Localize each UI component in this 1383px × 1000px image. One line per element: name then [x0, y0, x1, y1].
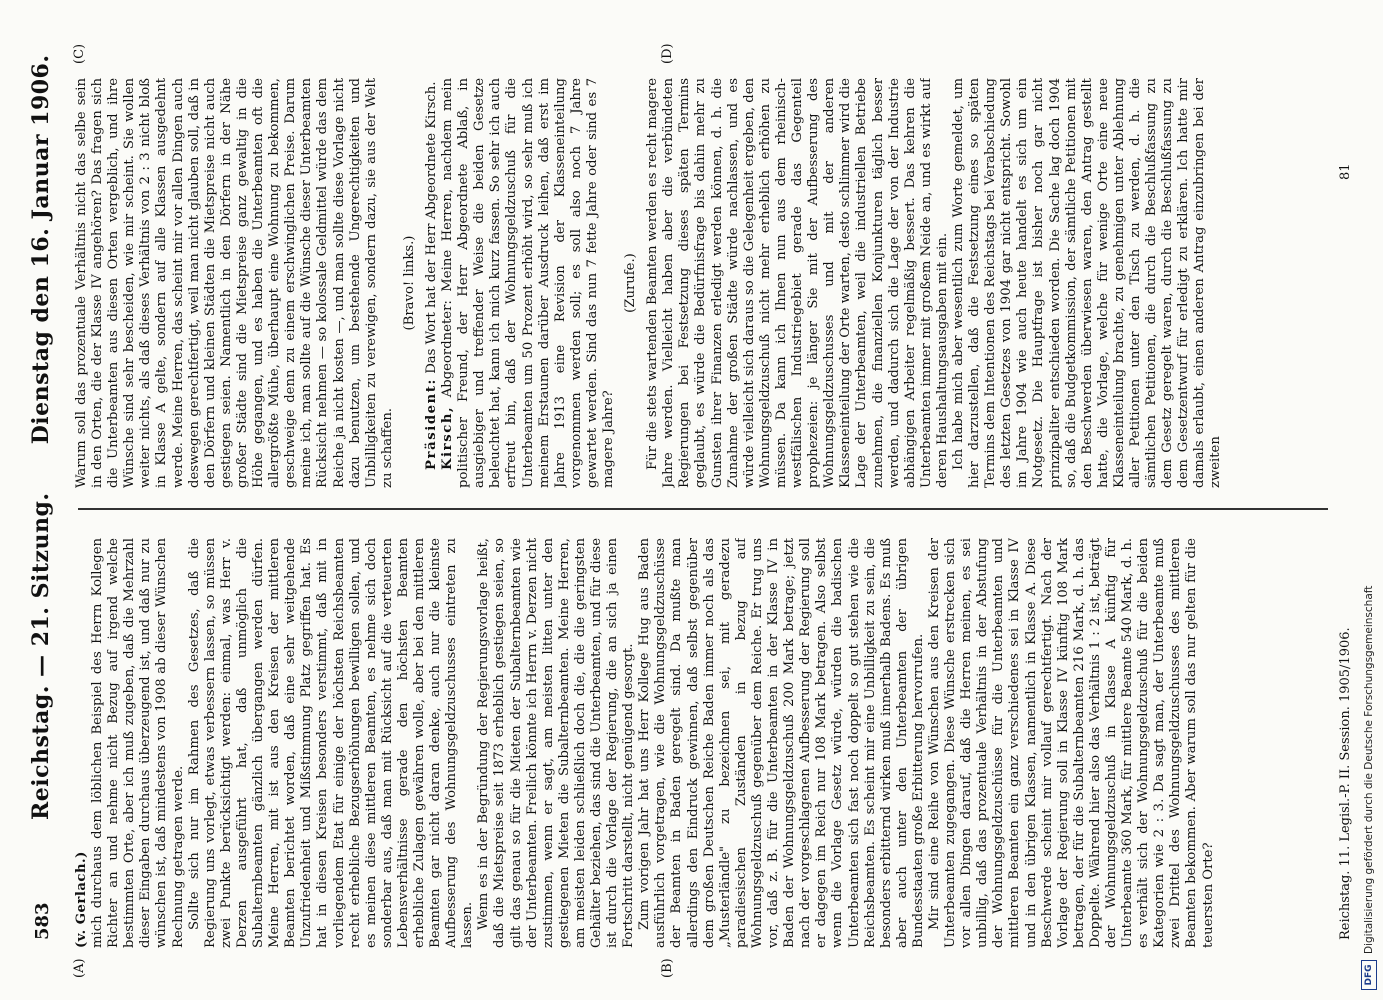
paragraph: Ich habe mich aber wesentlich zum Worte gemeldet, um hier darzustellen, daß die Festsetzung eines so späten Termins dem Intentionen des Reichstags bei Verabschiedung des letzten Gesetzes von 1904 gar nicht entspricht. Sowohl im Jahre 1904 wie auch heute handelt es sich um ein Notgesetz. Die Hauptfrage ist bisher noch gar nicht prinzipaliter entschieden worden. Die Sache lag doch 1904 so, daß die Budgetkommission, der sämtliche Petitionen mit den Beschwerden überwiesen waren, den Antrag gestellt hatte, die Vorlage, welche für wenige Orte eine neue Klasseneinteilung brachte, zu genehmigen unter Ablehnung aller Petitionen unter den Tisch zu werden, d. h. die sämtlichen Petitionen, die durch die Beschlußfassung zu dem Gesetz geregelt waren, durch die Beschlußfassung zu dem Gesetzentwurf für erledigt zu erklären. Ich hatte mir damals erlaubt, einen anderen Antrag einzubringen bei der zweiten	[950, 78, 1224, 488]
paragraph: mich durchaus dem löblichen Beispiel des Herrn Kollegen Richter an und nehme nicht Bezug auf irgend welche bestimmten Orte, aber ich muß zugeben, daß die Mehrzahl dieser Eingaben durchaus überzeugend ist, und daß nur zu wünschen ist, daß mindestens von 1908 ab dieser Wünschen Rechnung getragen werde.	[90, 538, 186, 948]
running-title	[28, 54, 54, 820]
paragraph: Wenn es in der Begründung der Regierungsvorlage heißt, daß die Mietspreise seit 1873 erheblich gestiegen seien, so gilt das genau so für die Mieten der Subalternbeamten wie der Unterbeamten. Freilich könnte ich Herrn v. Derzen nicht zustimmen, wenn er sagt, am meisten litten unter den gestiegenen Mieten die Subalternbeamten. Meine Herren, am meisten leiden schließlich doch die, die die geringsten Gehälter beziehen, das sind die Unterbeamten, und für diese ist durch die Vorlage der Regierung, die an sich ja einen Fortschritt darstellt, nicht genügend gesorgt.	[476, 538, 637, 948]
page-header	[28, 54, 64, 940]
session-label: Reichstag. 11. Legisl.-P. II. Session. 1905/1906.	[1338, 627, 1353, 940]
paragraph: Sollte sich nur im Rahmen des Gesetzes, daß die Regierung uns vorlegt, etwas verbessern lassen, so müssen zwei Punkte berücksichtigt werden: einmal, was Herr v. Derzen ausgeführt hat, daß unmöglich die Subalternbeamten gänzlich übergangen werden dürfen. Meine Herren, mit ist aus den Kreisen der mittleren Beamten berichtet worden, daß eine sehr weitgehende Unzufriedenheit und Mißstimmung Platz gegriffen hat. Es hat in diesen Kreisen besonders verstimmt, daß mit in vorliegendem Etat für einige der höchsten Reichsbeamten recht erhebliche Bezugserhöhungen bewilligen sollen, und es meinen diese mittleren Beamten, es nehme sich doch sonderbar aus, daß man mit Rücksicht auf die verteuerten Lebensverhältnisse gerade den höchsten Beamten erhebliche Zulagen gewähren wolle, aber bei den mittleren Beamten gar nicht daran denke, auch nur die kleinste Aufbesserung des Wohnungsgeldzuschusses eintreten zu lassen.	[186, 538, 476, 948]
paragraph: Warum soll das prozentuale Verhältnis nicht das selbe sein in den Orten, die der Klasse IV angehören? Das fragen sich die Unterbeamten aus diesen Orten vergeblich, und ihre Wünsche sind sehr bescheiden, wie mir scheint. Sie wollen weiter nichts, als daß dieses Verhältnis von 2 : 3 nicht bloß in Klasse A gelte, sondern auf alle Klassen ausgedehnt werde. Meine Herren, das scheint mir vor allen Dingen auch deswegen gerechtfertigt, weil man nicht glauben soll, daß in den Dörfern und kleinen Städten die Mietspreise nicht auch gestiegen seien. Namentlich in den Dörfern in der Nähe großer Städte sind die Mietspreise ganz gewaltig in die Höhe gegangen, und es haben die Unterbeamten oft die allergrößte Mühe, überhaupt eine Wohnung zu bekommen, geschweige denn zu einem erschwinglichen Preise. Darum meine ich, man sollte auf die Wünsche dieser Unterbeamten Rücksicht nehmen — so kolossale Geldmittel würde das dem Reiche ja nicht kosten —, und man sollte diese Vorlage nicht dazu benutzen, um bestehende Ungerechtigkeiten und Unbilligkeiten zu verewigen, sondern dazu, sie aus der Welt zu schaffen.	[74, 78, 395, 488]
paragraph: Für die stets wartenden Beamten werden es recht magere Jahre werden. Vielleicht haben aber die verbündeten Regierungen bei Festsetzung dieses späten Termins geglaubt, es würde die Bedürfnisfrage bis dahin mehr zu Gunsten ihrer Finanzen erledigt werden können, d. h. die Zunahme der großen Städte würde nachlassen, und es würde vielleicht sich daraus so die Gelegenheit ergeben, den Wohnungsgeldzuschuß nicht mehr erheblich erhöhen zu müssen. Da kann ich Ihnen nun aus dem rheinisch-westfälischen Industriegebiet gerade das Gegenteil prophezeien: je länger Sie mit der Aufbesserung des Wohnungsgeldzuschusses und mit der anderen Klasseneinteilung der Orte warten, desto schlimmer wird die Lage der Unterbeamten, weil die industriellen Betriebe zunehmen, die finanziellen Konjunkturen täglich besser werden, und dadurch sich die Lage der von der Industrie abhängigen Arbeiter regelmäßig bessert. Das kehren die Unterbeamten immer mit großem Neide an, und es wirkt auf deren Haushaltungsausgaben mit ein.	[645, 78, 950, 488]
margin-marker-b: (B)	[660, 958, 675, 978]
president-text: Das Wort hat der Herr Abgeordnete Kirsch.	[423, 81, 439, 374]
president-statement	[424, 78, 440, 488]
digitization-credit	[1358, 130, 1380, 990]
page-number: 583	[32, 902, 53, 940]
left-column	[74, 538, 1314, 948]
applause-note: (Bravo! links.)	[401, 235, 417, 331]
running-title-right: Dienstag den 16. Januar 1906.	[28, 54, 54, 445]
paragraph: Mir sind eine Reihe von Wünschen aus den Kreisen der Unterbeamten zugegangen. Diese Wünsche erstrecken sich vor allen Dingen darauf, daß die Herren meinen, es sei unbillig, daß das prozentuale Verhältnis in der Abstufung der Wohnungsgeldzuschüsse für die Unterbeamten und mittleren Beamten ein ganz verschiedenes sei in Klasse IV und in den übrigen Klassen, namentlich in Klasse A. Diese Beschwerde scheint mir vollauf gerechtfertigt. Nach der Vorlage der Regierung soll in Klasse IV künftig 108 Mark betragen, der für die Subalternbeamten 216 Mark, d. h. das Doppelte. Während hier also das Verhältnis 1 : 2 ist, beträgt der Wohnungsgeldzuschuß in Klasse A künftig für Unterbeamte 360 Mark, für mittlere Beamte 540 Mark, d. h. es verhält sich der Wohnungsgeldzuschuß für die beiden Kategorien wie 2 : 3. Da sagt man, der Unterbeamte muß zwei Drittel des Wohnungsgeldzuschusses des mittleren Beamten bekommen. Aber warum soll das nur gelten für die teuersten Orte?	[926, 538, 1216, 948]
president-label: Präsident:	[423, 377, 439, 470]
margin-marker-a: (A)	[72, 958, 87, 978]
margin-marker-d: (D)	[660, 43, 675, 64]
speaker-tag: (v. Gerlach.)	[74, 851, 89, 948]
sequence-number: 81	[1338, 163, 1353, 180]
dfg-logo-icon: DFG	[1361, 960, 1377, 990]
kirsch-speech-start	[440, 78, 617, 488]
kirsch-text: Abgeordneter: Meine Herren, nachdem mein politischer Freund, der Herr Abgeordnete Ablaß, in ausgiebiger und treffender Weise die beiden Gesetze beleuchtet hat, kann ich mich kurz fassen. So sehr ich auch erfreut bin, daß der Wohnungsgeldzuschuß für die Unterbeamten um 50 Prozent erhöht wird, so sehr muß ich meinem Erstaunen darüber Ausdruck leihen, daß erst im Jahre 1913 eine Revision der Klasseneinteilung vorgenommen werden soll; es soll also noch 7 Jahre gewartet werden. Sind das nun 7 fette Jahre oder sind es 7 magere Jahre?	[440, 78, 616, 488]
kirsch-label: Kirsch,	[440, 405, 456, 470]
right-column	[74, 78, 1314, 488]
interjection-note: (Zurufe.)	[623, 253, 639, 313]
column-divider	[78, 508, 1328, 510]
paragraph: Zum vorigen Jahr hat uns Herr Kollege Hug aus Baden ausführlich vorgetragen, wie die Wohnungsgeldzuschüsse der Beamten in Baden geregelt sind. Da mußte man allerdings den Eindruck gewinnen, daß selbst gegenüber dem großen Deutschen Reiche Baden immer noch als das „Musterländle" zu bezeichnen sei, mit geradezu paradiesischen Zuständen in bezug auf Wohnungsgeldzuschuß gegenüber dem Reiche. Er trug uns vor, daß z. B. für die Unterbeamten in der Klasse IV in Baden der Wohnungsgeldzuschuß 200 Mark betrage; jetzt nach der vorgeschlagenen Aufbesserung der Regierung soll er dagegen im Reich nur 108 Mark betragen. Also selbst wenn die Vorlage Gesetz würde, würden die badischen Unterbeamten sich fast noch doppelt so gut stehen wie die Reichsbeamten. Es scheint mir eine Unbilligkeit zu sein, die besonders erbitternd wirken muß innerhalb Badens. Es muß aber auch unter den Unterbeamten der übrigen Bundesstaaten große Erbitterung hervorrufen.	[637, 538, 926, 948]
margin-marker-c: (C)	[72, 43, 87, 64]
running-title-left: Reichstag. — 21. Sitzung.	[28, 492, 54, 820]
digitization-text: Digitalisierung gefördert durch die Deutsche Forschungsgemeinschaft	[1363, 585, 1375, 954]
